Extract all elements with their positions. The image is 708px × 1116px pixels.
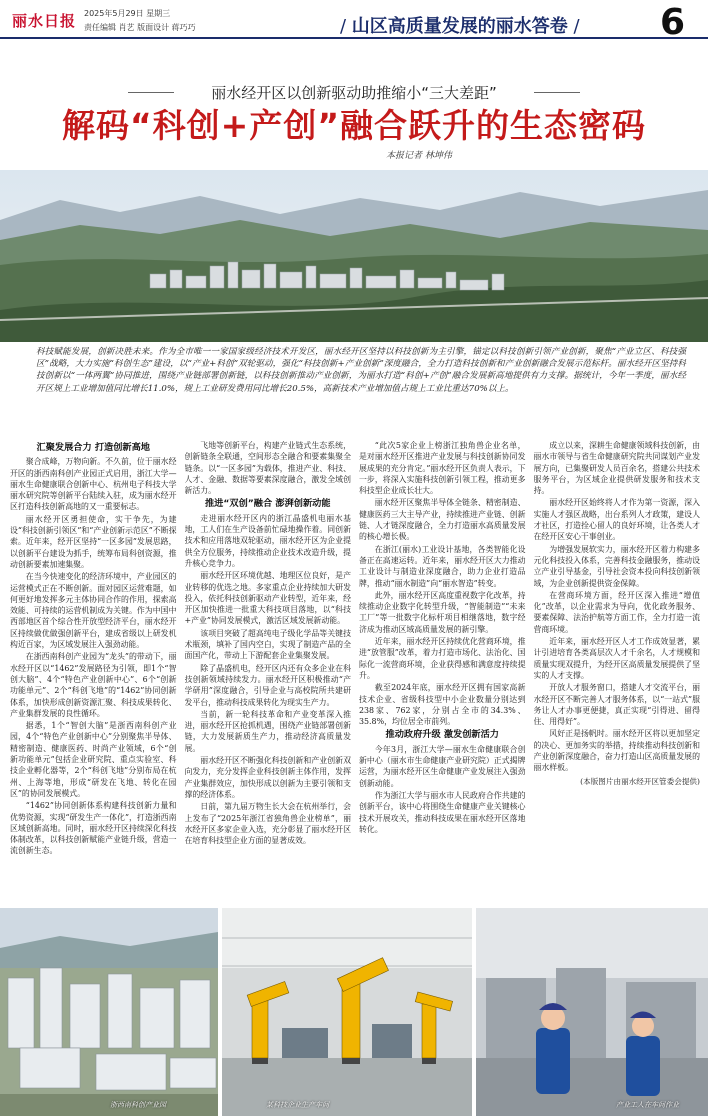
byline: 本报记者 林坤伟 xyxy=(386,151,452,161)
slash-glyph: / xyxy=(340,16,352,37)
dateline: 2025年5月29日 星期三 xyxy=(84,9,171,18)
main-headline: 解码“科创+产创”融合跃升的生态密码 xyxy=(61,106,647,145)
section-heading: 汇聚发展合力 打造创新高地 xyxy=(36,442,150,453)
paragraph: 该项目突破了超高纯电子级化学品等关键技术瓶颈，填补了国内空白，实现了制造产品的全面国产化，带动上下游配套企业集聚发展。 xyxy=(184,628,351,661)
hero-photo-cityscape xyxy=(0,170,708,342)
paragraph: 在营商环境方面，经开区深入推进“增值化”改革，以企业需求为导向，优化政务服务、要素保障、法治护航等方面工作，全力打造一流营商环境。 xyxy=(533,590,700,634)
photo-caption: 产业工人在车间作业 xyxy=(616,1101,679,1109)
paragraph: 丽水经开区聚焦半导体全链条、精密制造、健康医药三大主导产业，持续推进产业链、创新链、人才链深度融合，全力打造丽水高质量发展的核心增长极。 xyxy=(359,498,526,542)
paragraph: 丽水经开区不断强化科技创新和产业创新双向发力，充分发挥企业科技创新主体作用，发挥产业集群效应，加快形成以创新为主要引领和支撑的经济体系。 xyxy=(184,756,351,799)
paragraph: 日前，第九届万物生长大会在杭州举行，会上发布了“2025年浙江省独角兽企业榜单”，丽水经开区多家企业入选，充分彰显了丽水经开区在培育科技型企业方面的显著成效。 xyxy=(184,802,351,846)
paragraph: 截至2024年底，丽水经开区拥有国家高新技术企业、省级科技型中小企业数量分别达到238家、762家，分别占全市的34.3%、35.8%，均位居全市前列。 xyxy=(359,683,526,727)
section-title xyxy=(340,12,580,38)
body-column-2 xyxy=(185,440,352,905)
masthead-logo: 丽水日报 xyxy=(12,12,77,30)
paragraph: 此外，丽水经开区高度重视数字化改革，持续推动企业数字化转型升级，“智能制造”“未来工厂”等一批数字化标杆项目相继落地，数字经济成为推动区域高质量发展的新引擎。 xyxy=(359,590,526,634)
section-heading: 推动政府升级 激发创新活力 xyxy=(385,729,499,741)
body-column-3 xyxy=(359,440,526,905)
paragraph: 在当今快速变化的经济环境中，产业园区的运营模式正在不断创新。面对园区运营难题，如何更好地发挥多元主体协同合作的作用，探索高效能、可持续的运营机制成为关键。作为中国中西部地区首个综合性开放型经济平台，丽水经开区持续做优做强创新平台，建成省级以上研发机构近百家，为区域发展注入强劲动能。 xyxy=(10,572,177,650)
photo-credit: (本版图片由丽水经开区管委会提供) xyxy=(580,776,700,786)
paragraph: 丽水经开区环境优越、地理区位良好，是产业转移的优选之地。多家重点企业持续加大研发投入，依托科技创新驱动产业转型，近年来，经开区加快推进一批重大科技项目落地，以“科技+产业”协同发展模式，激活区域发展新动能。 xyxy=(184,571,351,626)
paragraph: 近年来，丽水经开区人才工作成效显著，累计引进培育各类高层次人才千余名，人才规模和质量实现双提升，为经开区高质量发展提供了坚实的人才支撑。 xyxy=(533,637,700,680)
paragraph: 在浙西南科创产业园为“龙头”的带动下，丽水经开区以“1462”发展路径为引领，即1个“智创大脑”、4个“特色产业创新中心”、6个“创新功能单元”、2个“科创飞地”的“1462”协同创新体系，加快形成创新资源汇聚、科技成果转化、产业集群发展的良性循环。 xyxy=(10,652,177,718)
paragraph: 丽水经开区始终将人才作为第一资源，深入实施人才强区战略，出台系列人才政策，建设人才社区，打造拴心留人的良好环境，让各类人才在经开区安心干事创业。 xyxy=(533,498,700,542)
paragraph: 在浙江(丽水)工业设计基地，各类智能化设备正在高速运转。近年来，丽水经开区大力推动工业设计与制造业深度融合，助力企业打造品牌，推动“丽水制造”向“丽水智造”转变。 xyxy=(359,544,526,588)
paragraph: 据悉，1个“智创大脑”是浙西南科创产业园，4个“特色产业创新中心”分别聚焦半导体、精密制造、健康医药、时尚产业领域，6个“创新功能单元”包括企业研究院、重点实验室、科技企业孵化器等，2个“科创飞地”分别布局在杭州、上海等地，形成“研发在飞地、转化在园区”的协同发展模式。 xyxy=(10,721,177,798)
paragraph: “此次5家企业上榜浙江独角兽企业名单，是对丽水经开区推进产业发展与科技创新协同发展成果的充分肯定。”丽水经开区负责人表示，下一步，将深入实施科技创新引领工程，推动更多科技型企业成长壮大。 xyxy=(359,441,526,496)
paragraph: 走进丽水经开区内的浙江晶盛机电丽水基地，工人们在生产设备前忙碌地操作着。同创新技术和应用落地双轮驱动，丽水经开区为企业提供全方位服务，持续推动企业技术改造升级，提升核心竞争力。 xyxy=(184,513,351,568)
slash-glyph: / xyxy=(567,16,580,37)
photo-workers xyxy=(476,908,708,1116)
paragraph: “1462”协同创新体系构建科技创新力量和优势资源，实现“研发生产一体化”，打造浙西南区域创新高地。同时，丽水经开区持续深化科技体制改革，以科技创新赋能产业链升级，营造一流创新生态。 xyxy=(10,801,177,856)
article-intro: 科技赋能发展，创新决胜未来。作为全市唯一一家国家级经济技术开发区，丽水经开区坚持以科技创新为主引擎，锚定以科技创新引领产业创新，聚焦“产业立区、科技强区”战略，大力实施“科创生态”建设，以“产业+科创”双轮驱动，强化“科技创新+产业创新”深度融合，全力打造科技创新和产业创新融合发展示范标杆。丽水经开区坚持科技创新以“一体两翼”协同推进，围绕产业链部署创新链，以科技创新推动产业创新，为丽水打造“科创+产创”融合发展新高地提供有力支撑。据统计，今年一季度，丽水经开区规上工业增加值同比增长11.0%，规上工业研发费用同比增长20.5%，高新技术产业增加值占规上工业比重达70%以上。 xyxy=(36,347,686,394)
editors-line: 责任编辑 肖艺 版面设计 蒋巧巧 xyxy=(84,23,196,32)
page-header xyxy=(0,0,708,60)
photo-factory-robots xyxy=(222,908,472,1116)
body-column-1 xyxy=(10,440,177,905)
paragraph: 作为浙江大学与丽水市人民政府合作共建的创新平台，该中心将围绕生命健康产业关键核心技术开展攻关，推动科技成果在丽水经开区落地转化。 xyxy=(359,790,526,834)
paragraph: 开放人才服务窗口，搭建人才交流平台，丽水经开区不断完善人才服务体系，以“一站式”服务让人才办事更便捷，真正实现“引得进、留得住、用得好”。 xyxy=(533,683,700,727)
paragraph: 当前，新一轮科技革命和产业变革深入推进，丽水经开区抢抓机遇，围绕产业链部署创新链，大力发展新质生产力，推动经济高质量发展。 xyxy=(184,709,351,753)
section-title-text: 山区高质量发展的丽水答卷 xyxy=(351,16,568,37)
paragraph: 风好正是扬帆时。丽水经开区将以更加坚定的决心、更加务实的举措，持续推动科技创新和产业创新深度融合，奋力打造山区高质量发展的丽水样板。 xyxy=(533,729,700,773)
paragraph: 近年来，丽水经开区持续优化营商环境，推进“放管服”改革，着力打造市场化、法治化、国际化一流营商环境，企业获得感和满意度持续提升。 xyxy=(359,637,526,680)
kicker-headline: 丽水经开区以创新驱动助推缩小“三大差距” xyxy=(211,84,497,102)
paragraph: 今年3月，浙江大学—丽水生命健康联合创新中心（丽水市生命健康产业研究院）正式揭牌运营，为丽水经开区生命健康产业发展注入强劲创新动能。 xyxy=(359,744,526,788)
page-number: 6 xyxy=(660,2,686,43)
paragraph: 聚合成峰，万物向新。不久前，位于丽水经开区的浙西南科创产业园正式启用，浙江大学—丽水生命健康联合创新中心、杭州电子科技大学丽水研究院等创新平台陆续入驻，成为丽水经开区打造科技创新高地的又一重要标志。 xyxy=(10,457,177,512)
bottom-photo-strip xyxy=(0,908,708,1116)
photo-science-park xyxy=(0,908,218,1116)
body-column-4 xyxy=(534,440,701,905)
paragraph: 为增强发展软实力，丽水经开区着力构建多元化科技投入体系，完善科技金融服务，推动设立产业引导基金，引导社会资本投向科技创新领域，为企业创新提供资金保障。 xyxy=(533,544,700,588)
kicker-rule-right xyxy=(534,92,580,93)
paragraph: 飞地等创新平台，构建产业链式生态系统，创新链条全联通，空间形态全融合和要素集聚全链条。以“一区多园”为载体，推进产业、科技、人才、金融、数据等要素深度融合，激发全域创新活力。 xyxy=(184,441,351,496)
photo-caption: 某科技企业生产车间 xyxy=(266,1101,329,1109)
photo-caption: 浙西南科创产业园 xyxy=(110,1101,166,1109)
paragraph: 成立以来，深耕生命健康领域科技创新，由丽水市领导与省生命健康研究院共同谋划产业发展方向，已集聚研发人员百余名，搭建公共技术服务平台，为区域企业提供研发服务和技术支持。 xyxy=(533,441,700,496)
header-divider xyxy=(0,37,708,39)
paragraph: 除了晶盛机电，经开区内还有众多企业在科技创新领域持续发力。丽水经开区积极推动“产学研用”深度融合，引导企业与高校院所共建研发平台，推动科技成果转化为现实生产力。 xyxy=(184,663,351,707)
section-heading: 推进“双创”融合 澎湃创新动能 xyxy=(204,498,331,510)
article-body xyxy=(10,440,700,905)
paragraph: 丽水经开区勇担使命，实干争先，为建设“科技创新引领区”和“产业创新示范区”不断探索。近年来，经开区坚持“一区多园”发展思路，以创新平台建设为抓手，统筹布局科创资源，推动创新要素加速集聚。 xyxy=(10,514,177,569)
